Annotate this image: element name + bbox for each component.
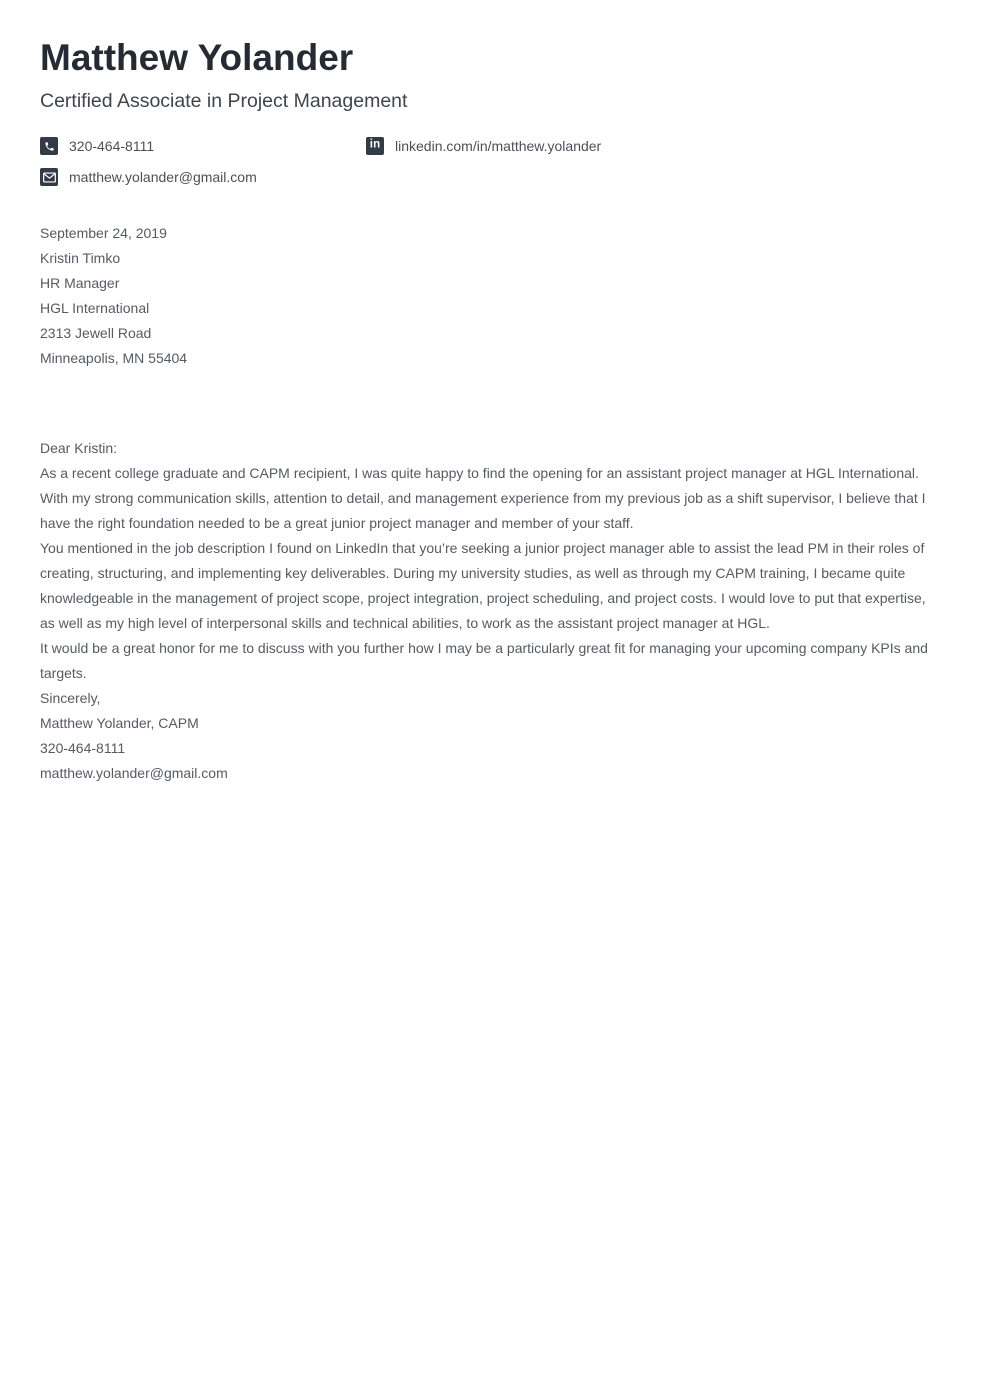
recipient-street: 2313 Jewell Road: [40, 325, 152, 341]
email-address: matthew.yolander@gmail.com: [69, 169, 257, 185]
signature-email: matthew.yolander@gmail.com: [40, 765, 228, 781]
phone-number: 320-464-8111: [69, 138, 155, 154]
recipient-name: Kristin Timko: [40, 250, 121, 266]
contact-info-section: [40, 137, 940, 186]
signature-name: Matthew Yolander, CAPM: [40, 715, 199, 731]
phone-contact: [40, 137, 366, 155]
signature-block: [40, 711, 940, 786]
closing: Sincerely,: [40, 690, 101, 706]
paragraph-3: It would be a great honor for me to discuss with you further how I may be a particularly great fit for managing your upcoming company KPIs and targets.: [40, 640, 928, 681]
candidate-job-title: Certified Associate in Project Management: [40, 90, 408, 112]
phone-icon: [40, 137, 58, 155]
linkedin-icon: in: [366, 137, 384, 155]
recipient-title: HR Manager: [40, 275, 120, 291]
paragraph-1: As a recent college graduate and CAPM recipient, I was quite happy to find the opening for an assistant project manager at HGL International. With my strong communication skills, attention to detail, and management experience from my previous job as a shift supervisor, I believe that I have the right foundation needed to be a great junior project manager and member of your staff.: [40, 465, 926, 531]
mail-icon: [40, 168, 58, 186]
recipient-city: Minneapolis, MN 55404: [40, 350, 188, 366]
candidate-name: Matthew Yolander: [40, 37, 354, 78]
linkedin-url: linkedin.com/in/matthew.yolander: [395, 138, 602, 154]
letter-date: September 24, 2019: [40, 225, 167, 241]
linkedin-contact: [366, 137, 601, 155]
paragraph-2: You mentioned in the job description I found on LinkedIn that you’re seeking a junior project manager able to assist the lead PM in their roles of creating, structuring, and implementing key deliverables. During my university studies, as well as through my CAPM training, I became quite knowledgeable in the management of project scope, project integration, project scheduling, and project costs. I would love to put that expertise, as well as my high level of interpersonal skills and technical abilities, to work as the assistant project manager at HGL.: [40, 540, 926, 631]
recipient-block: [40, 246, 940, 371]
email-contact: [40, 168, 366, 186]
letter-body: [40, 221, 940, 786]
signature-phone: 320-464-8111: [40, 740, 126, 756]
salutation: Dear Kristin:: [40, 440, 118, 456]
recipient-company: HGL International: [40, 300, 150, 316]
